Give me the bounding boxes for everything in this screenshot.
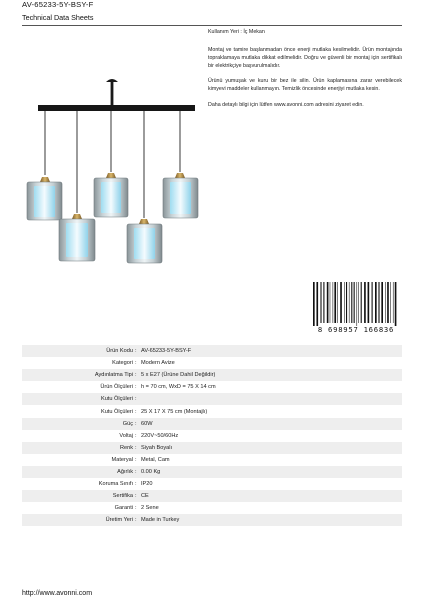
barcode-bar	[337, 282, 338, 323]
info-panel	[208, 28, 402, 116]
spec-value: 5 x E27 (Ürüne Dahil Değildir)	[140, 369, 402, 381]
spec-label: Ürün Ölçüleri	[22, 381, 135, 393]
barcode-bar	[372, 282, 373, 323]
spec-value: CE	[140, 490, 402, 502]
spec-row	[22, 442, 402, 454]
document-subtitle: Technical Data Sheets	[22, 13, 94, 22]
spec-separator: :	[135, 405, 140, 417]
product-image-chandelier	[22, 70, 212, 270]
spec-row	[22, 490, 402, 502]
spec-row	[22, 466, 402, 478]
barcode-bar	[364, 282, 366, 323]
barcode-bar	[349, 282, 350, 323]
barcode-bar	[381, 282, 383, 323]
spec-label: Aydınlatma Tipi	[22, 369, 135, 381]
barcode-bar	[390, 282, 391, 323]
barcode-bar	[393, 282, 394, 323]
spec-row	[22, 478, 402, 490]
spec-value: 220V~50/60Hz	[140, 430, 402, 442]
product-code-heading: AV-65233-5Y-BSY-F	[22, 0, 94, 9]
spec-label: Kutu Ölçüleri	[22, 393, 135, 405]
barcode-bar	[334, 282, 336, 323]
spec-value: h = 70 cm, WxD = 75 X 14 cm	[140, 381, 402, 393]
barcode-bar	[330, 282, 331, 323]
spec-value: AV-65233-5Y-BSY-F	[140, 345, 402, 357]
spec-separator: :	[135, 490, 140, 502]
spec-label: Kategori	[22, 357, 135, 369]
spec-separator: :	[135, 478, 140, 490]
barcode-bar	[385, 282, 386, 323]
spec-separator: :	[135, 381, 140, 393]
spec-row	[22, 393, 402, 405]
spec-separator: :	[135, 454, 140, 466]
spec-row	[22, 381, 402, 393]
spec-separator: :	[135, 442, 140, 454]
spec-label: Sertifika	[22, 490, 135, 502]
spec-separator: :	[135, 345, 140, 357]
barcode-bar	[368, 282, 370, 323]
spec-row	[22, 514, 402, 526]
spec-separator: :	[135, 393, 140, 405]
spec-row	[22, 357, 402, 369]
barcode-bar	[316, 282, 318, 326]
barcode-bar	[327, 282, 329, 323]
spec-row	[22, 405, 402, 417]
barcode-bar	[346, 282, 347, 323]
barcode-bar	[333, 282, 334, 323]
barcode-bar	[354, 282, 355, 323]
barcode-bar	[387, 282, 389, 323]
barcode-bar	[375, 282, 377, 323]
barcode-bar	[344, 282, 345, 323]
spec-value	[140, 393, 402, 405]
spec-label: Koruma Sınıfı	[22, 478, 135, 490]
barcode-bar	[320, 282, 321, 323]
spec-separator: :	[135, 466, 140, 478]
spec-label: Ürün Kodu	[22, 345, 135, 357]
installation-warning: Montaj ve tamire başlanmadan önce enerji mutlaka kesilmelidir. Ürün montajında topraklamaya mutlaka dikkat edilmelidir. Doğru ve güvenli bir montaj için sertifikalı bir elektrikçiye başvurulmalıdır.	[208, 47, 402, 70]
barcode-number: 8 698957 166836	[317, 325, 395, 334]
barcode-bar	[340, 282, 342, 323]
spec-separator: :	[135, 514, 140, 526]
spec-value: 2 Sene	[140, 502, 402, 514]
website-note: Daha detaylı bilgi için lütfen www.avonni.com adresini ziyaret edin.	[208, 101, 364, 108]
spec-table	[22, 345, 402, 526]
spec-label: Ağırlık	[22, 466, 135, 478]
spec-value: 0.00 Kg	[140, 466, 402, 478]
barcode-bar	[357, 282, 358, 326]
spec-separator: :	[135, 369, 140, 381]
spec-value: 60W	[140, 418, 402, 430]
header-divider	[22, 25, 402, 26]
usage-text: Kullanım Yeri : İç Mekan	[208, 29, 265, 35]
spec-row	[22, 345, 402, 357]
barcode-bar	[351, 282, 352, 323]
spec-label: Materyal	[22, 454, 135, 466]
barcode-bar	[395, 282, 397, 326]
spec-row	[22, 454, 402, 466]
spec-row	[22, 430, 402, 442]
cleaning-instructions: Ürünü yumuşak ve kuru bir bez ile silin. Ürün kaplamasına zarar verebilecek kimyevi maddeler kullanmayın. Temizlik öncesinde enerjiyi mutlaka kesin.	[208, 78, 402, 93]
spec-separator: :	[135, 430, 140, 442]
barcode-bar	[313, 282, 315, 326]
spec-label: Voltaj	[22, 430, 135, 442]
spec-separator: :	[135, 418, 140, 430]
spec-value: IP20	[140, 478, 402, 490]
spec-value: Modern Avize	[140, 357, 402, 369]
spec-label: Garanti	[22, 502, 135, 514]
spec-value: Metal, Cam	[140, 454, 402, 466]
spec-row	[22, 502, 402, 514]
spec-row	[22, 418, 402, 430]
barcode-bar	[323, 282, 324, 323]
spec-value: Made in Turkey	[140, 514, 402, 526]
spec-separator: :	[135, 357, 140, 369]
footer-url[interactable]: http://www.avonni.com	[22, 590, 93, 597]
spec-separator: :	[135, 502, 140, 514]
spec-label: Güç	[22, 418, 135, 430]
barcode-bar	[378, 282, 379, 323]
spec-row	[22, 369, 402, 381]
spec-value: Siyah Boyalı	[140, 442, 402, 454]
barcode-bar	[361, 282, 362, 323]
spec-value: 25 X 17 X 75 cm (Montajlı)	[140, 405, 402, 417]
spec-label: Renk	[22, 442, 135, 454]
barcode-bar	[358, 282, 359, 323]
spec-label: Üretim Yeri	[22, 514, 135, 526]
spec-label: Kutu Ölçüleri	[22, 405, 135, 417]
